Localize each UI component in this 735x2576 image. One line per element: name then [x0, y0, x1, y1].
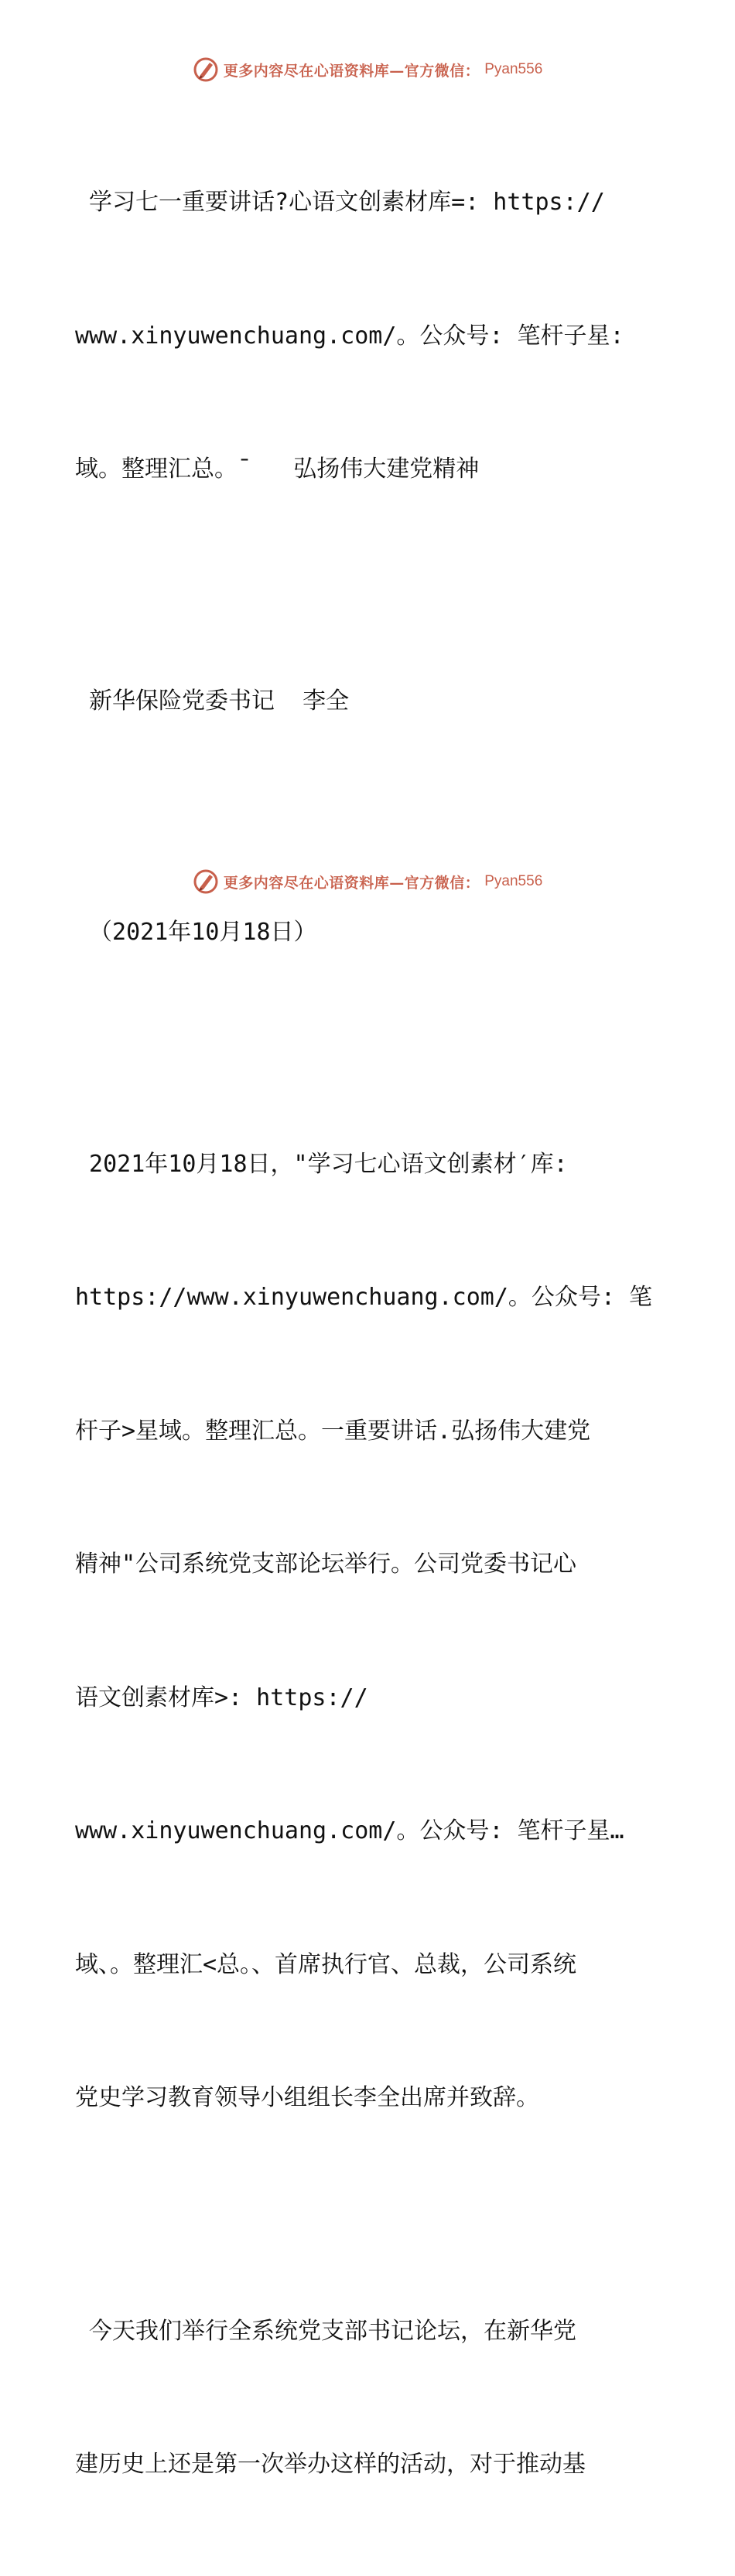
body-line: 精神"公司系统党支部论坛举行。公司党委书记心	[75, 1551, 577, 1578]
body-line: 建历史上还是第一次举办这样的活动，对于推动基	[75, 2451, 586, 2478]
pen-seal-icon	[193, 56, 219, 83]
body-line: 2021年10月18日，"学习七心语文创素材′库:	[75, 1150, 568, 1178]
date-line: （2021年10月18日）	[75, 919, 317, 946]
body-line: https://www.xinyuwenchuang.com/。公众号: 笔	[75, 1284, 653, 1311]
body-line: www.xinyuwenchuang.com/。公众号: 笔杆子星…	[75, 1817, 624, 1844]
author-line: 新华保险党委书记 李全	[75, 687, 350, 715]
body-paragraph-2	[75, 2220, 663, 2576]
body-line: 党史学习教育领导小组组长李全出席并致辞。	[75, 2084, 539, 2111]
banner-account: Pyan556	[484, 61, 543, 77]
body-line: 语文创素材库>: https://	[75, 1684, 368, 1711]
document-date	[75, 821, 663, 1044]
footer-banner	[0, 866, 735, 897]
title-line: 域。整理汇总。¯ 弘扬伟大建党精神	[75, 455, 480, 483]
banner-account: Pyan556	[484, 873, 543, 889]
body-line: 今天我们举行全系统党支部书记论坛，在新华党	[75, 2317, 577, 2345]
body-paragraph-1	[75, 1053, 663, 2209]
title-line: www.xinyuwenchuang.com/。公众号: 笔杆子星:	[75, 322, 624, 350]
body-line: 杆子>星域。整理汇总。一重要讲话.弘扬伟大建党	[75, 1417, 591, 1445]
header-banner	[0, 54, 735, 85]
document-author	[75, 590, 663, 813]
body-line: 域、。整理汇<总。、首席执行官、总裁，公司系统	[75, 1950, 577, 1978]
document-title	[75, 91, 663, 581]
document-body	[75, 91, 663, 2576]
pen-seal-icon	[193, 868, 219, 895]
title-line: 学习七一重要讲话?心语文创素材库=: https://	[75, 189, 605, 216]
banner-text: 更多内容尽在心语资料库—官方微信：	[223, 62, 480, 80]
banner-text: 更多内容尽在心语资料库—官方微信：	[223, 874, 480, 892]
